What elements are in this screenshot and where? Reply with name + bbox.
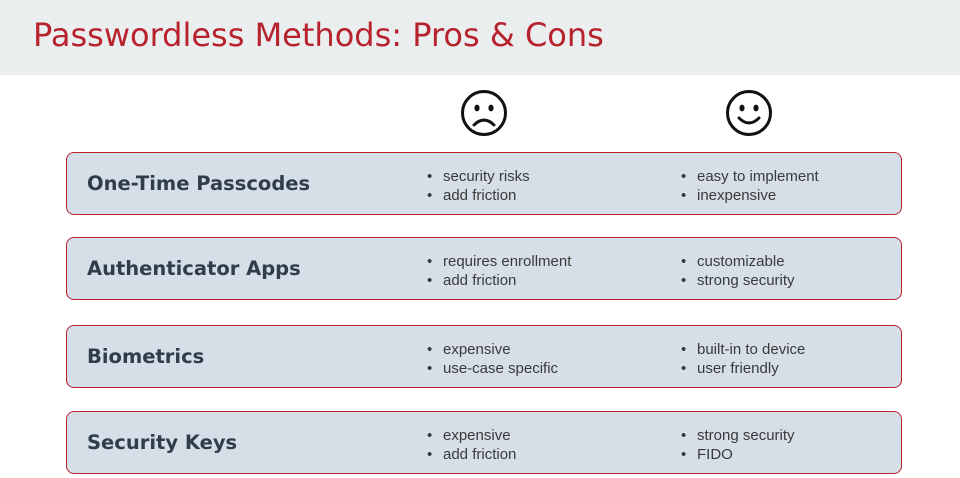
- method-label: One-Time Passcodes: [87, 172, 311, 195]
- list-item: • expensive: [427, 427, 511, 444]
- cons-list: [427, 167, 530, 205]
- header-band: [0, 0, 960, 75]
- pros-list: [681, 252, 795, 290]
- happy-face-icon: [725, 89, 773, 137]
- method-row-one-time-passcodes: [66, 152, 902, 215]
- list-item: • user friendly: [681, 360, 779, 377]
- method-label: Authenticator Apps: [87, 257, 301, 280]
- list-item: • strong security: [681, 272, 795, 289]
- page-title: Passwordless Methods: Pros & Cons: [33, 16, 604, 54]
- list-item: • use-case specific: [427, 360, 559, 377]
- list-item: • security risks: [427, 168, 530, 185]
- cons-list: [427, 340, 558, 378]
- list-item: • FIDO: [681, 446, 733, 463]
- method-label: Security Keys: [87, 431, 238, 454]
- sad-face-icon: [460, 89, 508, 137]
- pros-list: [681, 340, 805, 378]
- list-item: • add friction: [427, 272, 517, 289]
- list-item: • expensive: [427, 341, 511, 358]
- list-item: • customizable: [681, 253, 785, 270]
- method-label: Biometrics: [87, 345, 205, 368]
- pros-list: [681, 167, 819, 205]
- cons-list: [427, 252, 571, 290]
- method-row-security-keys: [66, 411, 902, 474]
- pros-list: [681, 426, 795, 464]
- list-item: • add friction: [427, 187, 517, 204]
- list-item: • easy to implement: [681, 168, 819, 185]
- list-item: • add friction: [427, 446, 517, 463]
- method-row-authenticator-apps: [66, 237, 902, 300]
- list-item: • inexpensive: [681, 187, 777, 204]
- list-item: • strong security: [681, 427, 795, 444]
- cons-list: [427, 426, 516, 464]
- method-row-biometrics: [66, 325, 902, 388]
- list-item: • built-in to device: [681, 341, 806, 358]
- list-item: • requires enrollment: [427, 253, 572, 270]
